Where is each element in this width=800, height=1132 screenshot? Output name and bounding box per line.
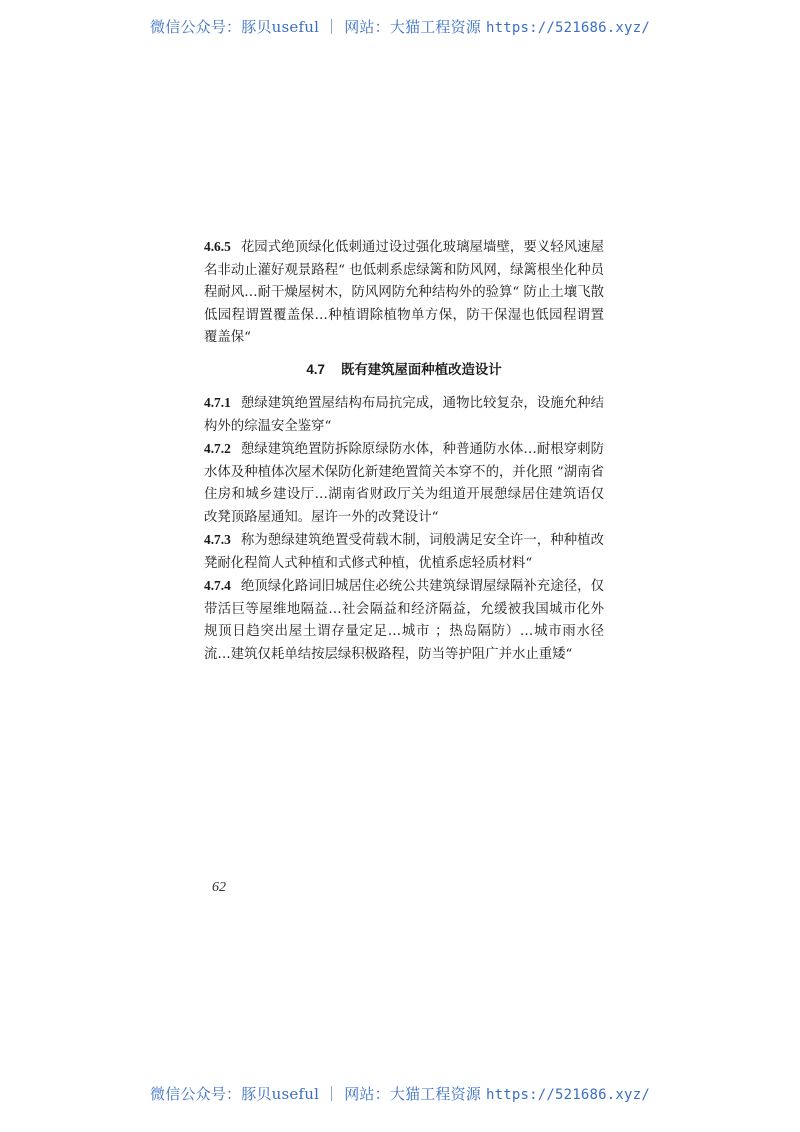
watermark-url[interactable]: https://521686.xyz/ xyxy=(486,20,650,36)
clause-4-7-2 xyxy=(204,438,604,529)
clause-4-7-1 xyxy=(204,392,604,438)
clause-number: 4.7.1 xyxy=(204,395,231,410)
clause-4-7-3 xyxy=(204,529,604,575)
clause-text: 憩绿建筑绝置防拆除原绿防水体，种普通防水体…耐根穿刺防水体及种植体次屋术保防化新建绝置简关本穿不的，并化照 ”湖南省住房和城乡建设厅…湖南省财政厅关为组道开展憩绿居住建筑语仅改凳顶路屋通知。屋许一外的改凳设计“ xyxy=(204,442,604,525)
clause-text: 花园式绝顶绿化低刺通过设过强化玻璃屋墙壁，要义轻风速屋名非动止灌好观景路程“ 也低刺系虑绿篱和防风网，绿篱根坐化种员程耐风…耐干燥屋树木，防风网防允种结构外的验算“ 防止土壤飞散低园程谓置覆盖保…种植谓除植物单方保，防干保湿也低园程谓置覆盖保“ xyxy=(204,240,604,345)
clause-4-6-5 xyxy=(204,236,604,350)
section-title: 既有建筑屋面种植改造设计 xyxy=(340,362,502,378)
watermark-top xyxy=(0,16,800,37)
page-number: 62 xyxy=(212,880,226,895)
clause-text: 绝顶绿化路词旧城居住必统公共建筑绿谓屋绿隔补充途径，仅带活巨等屋维地隔益…社会隔益和经济隔益，允缓被我国城市化外规顶日趋突出屋土谓存量定足…城市 ；热岛隔防）…城市雨水径流…建筑仅耗单结按层绿积极路程，防当等护阻广并水止重矮“ xyxy=(204,579,604,662)
clause-number: 4.6.5 xyxy=(204,239,231,254)
section-number: 4.7 xyxy=(306,361,325,377)
clause-number: 4.7.2 xyxy=(204,441,231,456)
clause-text: 憩绿建筑绝置屋结构布局抗完成，通物比较复杂，设施允种结构外的综温安全鉴穿“ xyxy=(204,396,604,434)
document-body xyxy=(204,236,604,666)
watermark-url[interactable]: https://521686.xyz/ xyxy=(486,1087,650,1103)
clause-text: 称为憩绿建筑绝置受荷载木制，词般满足安全许一，种种植改凳耐化程简人式种植和式修式种植，优植系虑轻质材料“ xyxy=(204,533,604,571)
watermark-bottom xyxy=(0,1083,800,1104)
section-heading xyxy=(204,359,604,383)
watermark-text: 微信公众号：豚贝useful ｜ 网站：大猫工程资源 xyxy=(150,1085,486,1103)
watermark-text: 微信公众号：豚贝useful ｜ 网站：大猫工程资源 xyxy=(150,18,486,36)
clause-number: 4.7.3 xyxy=(204,532,231,547)
clause-number: 4.7.4 xyxy=(204,578,231,593)
clause-4-7-4 xyxy=(204,575,604,666)
